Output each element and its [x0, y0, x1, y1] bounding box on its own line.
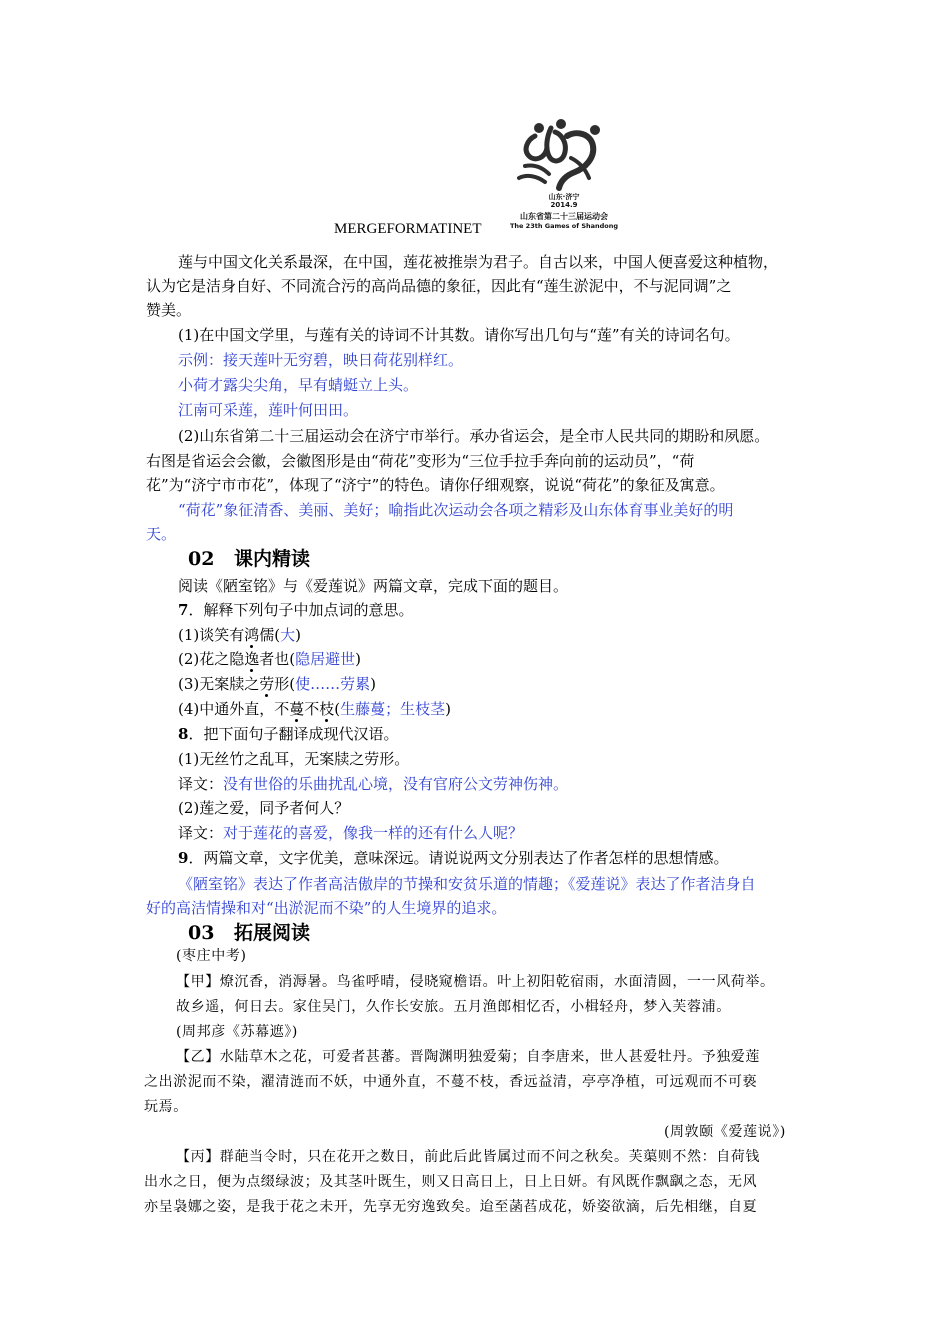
section-title: 拓展阅读	[234, 922, 311, 944]
question-9	[178, 848, 728, 868]
intro-line: 莲与中国文化关系最深，在中国，莲花被推崇为君子。自古以来，中国人便喜爱这种植物，	[178, 253, 779, 271]
reading-instruction: 阅读《陋室铭》与《爱莲说》两篇文章，完成下面的题目。	[178, 577, 569, 595]
question-2-line: 右图是省运会会徽，会徽图形是由“荷花”变形为“三位手拉手奔向前的运动员”，“荷	[146, 452, 695, 470]
dotted-word: 蔓	[289, 700, 305, 718]
translation-answer: 对于莲花的喜爱，像我一样的还有什么人呢？	[223, 824, 524, 842]
logo-place-text: 山东·济宁	[548, 193, 580, 201]
section-number: 02	[188, 548, 215, 570]
logo-name-en: The 23th Games of Shandong	[509, 222, 619, 230]
answer-9-line: 好的高洁情操和对“出淤泥而不染”的人生境界的追求。	[146, 899, 507, 917]
item-text: 儒(	[259, 626, 281, 644]
item-text: 者也(	[259, 650, 296, 668]
question-number: 7	[178, 601, 189, 619]
item-text: (3)无案牍之	[178, 675, 260, 693]
section-title: 课内精读	[234, 548, 311, 570]
item-text: 不	[304, 700, 320, 718]
answer-2-line: 天。	[146, 525, 177, 543]
q7-item-1	[178, 625, 301, 645]
item-text: )	[445, 700, 452, 718]
passage-yi-source: (周敦颐《爱莲说》)	[664, 1124, 786, 1140]
question-text: ．两篇文章，文字优美，意味深远。请说说两文分别表达了作者怎样的思想情感。	[188, 849, 729, 867]
answer-1-line: 江南可采莲，莲叶何田田。	[178, 401, 359, 419]
question-text: ．解释下列句子中加点词的意思。	[188, 601, 414, 619]
item-text: (2)花之隐	[178, 650, 245, 668]
section-heading	[188, 920, 310, 946]
question-text: ．把下面句子翻译成现代汉语。	[188, 725, 399, 743]
item-text: )	[295, 626, 301, 644]
passage-yi-line: 【乙】水陆草木之花，可爱者甚蕃。晋陶渊明独爱菊；自李唐来，世人甚爱牡丹。予独爱莲	[176, 1049, 760, 1065]
item-text: (1)谈笑有	[178, 626, 245, 644]
passage-jia-line: 【甲】燎沉香，消溽暑。鸟雀呼晴，侵晓窥檐语。叶上初阳乾宿雨，水面清圆，一一风荷举。	[176, 974, 775, 990]
answer-1-line: 示例：接天莲叶无穷碧，映日荷花别样红。	[178, 351, 464, 369]
question-number: 8	[178, 725, 189, 743]
question-1: (1)在中国文学里，与莲有关的诗词不计其数。请你写出几句与“莲”有关的诗词名句。	[178, 326, 740, 344]
dotted-word: 劳	[259, 675, 275, 693]
q7-item-2	[178, 649, 361, 669]
passage-yi-line: 之出淤泥而不染，濯清涟而不妖，中通外直，不蔓不枝，香远益清，亭亭净植，可远观而不可亵	[144, 1074, 758, 1090]
passage-bing-line: 出水之日，便为点缀绿波；及其茎叶既生，则又日高日上，日上日妍。有风既作飘飖之态，无风	[144, 1174, 758, 1190]
dotted-word: 逸	[244, 650, 260, 668]
passage-yi-line: 玩焉。	[144, 1099, 188, 1115]
q7-item-3	[178, 674, 376, 694]
translation-label: 译文：	[178, 824, 224, 842]
item-answer: 大	[280, 626, 296, 644]
passage-jia-source: (周邦彦《苏幕遮》)	[176, 1024, 298, 1040]
dotted-word: 鸿	[244, 626, 260, 644]
item-text: )	[355, 650, 361, 668]
item-answer: 隐居避世	[295, 650, 356, 668]
question-number: 9	[178, 849, 189, 867]
item-text: )	[370, 675, 376, 693]
item-answer: 生藤蔓；生枝茎	[340, 700, 446, 718]
q8-sentence-1: (1)无丝竹之乱耳，无案牍之劳形。	[178, 750, 410, 768]
passage-bing-line: 亦呈袅娜之姿，是我于花之未开，先享无穷逸致矣。迨至菡萏成花，娇姿欲滴，后先相继，自夏	[144, 1199, 758, 1215]
reading-source: (枣庄中考)	[176, 948, 247, 964]
passage-jia-line: 故乡遥，何日去。家住吴门，久作长安旅。五月渔郎相忆否，小楫轻舟，梦入芙蓉浦。	[176, 999, 731, 1015]
q8-sentence-2: (2)莲之爱，同予者何人？	[178, 799, 350, 817]
intro-line: 认为它是洁身自好、不同流合污的高尚品德的象征，因此有“莲生淤泥中，不与泥同调”之	[146, 277, 732, 295]
question-2-line: (2)山东省第二十三届运动会在济宁市举行。承办省运会，是全市人民共同的期盼和夙愿。	[178, 427, 770, 445]
q8-translation-2	[178, 823, 523, 843]
answer-1-line: 小荷才露尖尖角，早有蜻蜓立上头。	[178, 376, 419, 394]
translation-label: 译文：	[178, 775, 224, 793]
item-text: (	[334, 700, 341, 718]
merge-format-text: MERGEFORMATINET	[334, 221, 482, 237]
section-number: 03	[188, 922, 215, 944]
dotted-word: 枝	[319, 700, 335, 718]
translation-answer: 没有世俗的乐曲扰乱心境，没有官府公文劳神伤神。	[223, 775, 569, 793]
logo-name-cn: 山东省第二十三届运动会	[520, 212, 608, 221]
question-2-line: 花”为“济宁市市花”，体现了“济宁”的特色。请你仔细观察，说说“荷花”的象征及寓意。	[146, 476, 725, 494]
question-8	[178, 724, 398, 744]
games-logo	[505, 118, 623, 233]
passage-bing-line: 【丙】群葩当令时，只在花开之数日，前此后此皆属过而不问之秋矣。芙蕖则不然：自荷钱	[176, 1149, 760, 1165]
item-text: 形(	[274, 675, 296, 693]
logo-date-text: 2014.9	[550, 201, 578, 209]
question-7	[178, 600, 413, 620]
item-answer: 使……劳累	[295, 675, 371, 693]
q8-translation-1	[178, 774, 568, 794]
answer-9-line: 《陋室铭》表达了作者高洁傲岸的节操和安贫乐道的情趣；《爱莲说》表达了作者洁身自	[178, 875, 756, 893]
lotus-athletes-icon	[505, 118, 623, 192]
q7-item-4	[178, 699, 451, 719]
answer-2-line: “荷花”象征清香、美丽、美好；喻指此次运动会各项之精彩及山东体育事业美好的明	[178, 501, 734, 519]
item-text: (4)中通外直，不	[178, 700, 290, 718]
intro-line: 赞美。	[146, 301, 192, 319]
section-heading	[188, 546, 310, 572]
